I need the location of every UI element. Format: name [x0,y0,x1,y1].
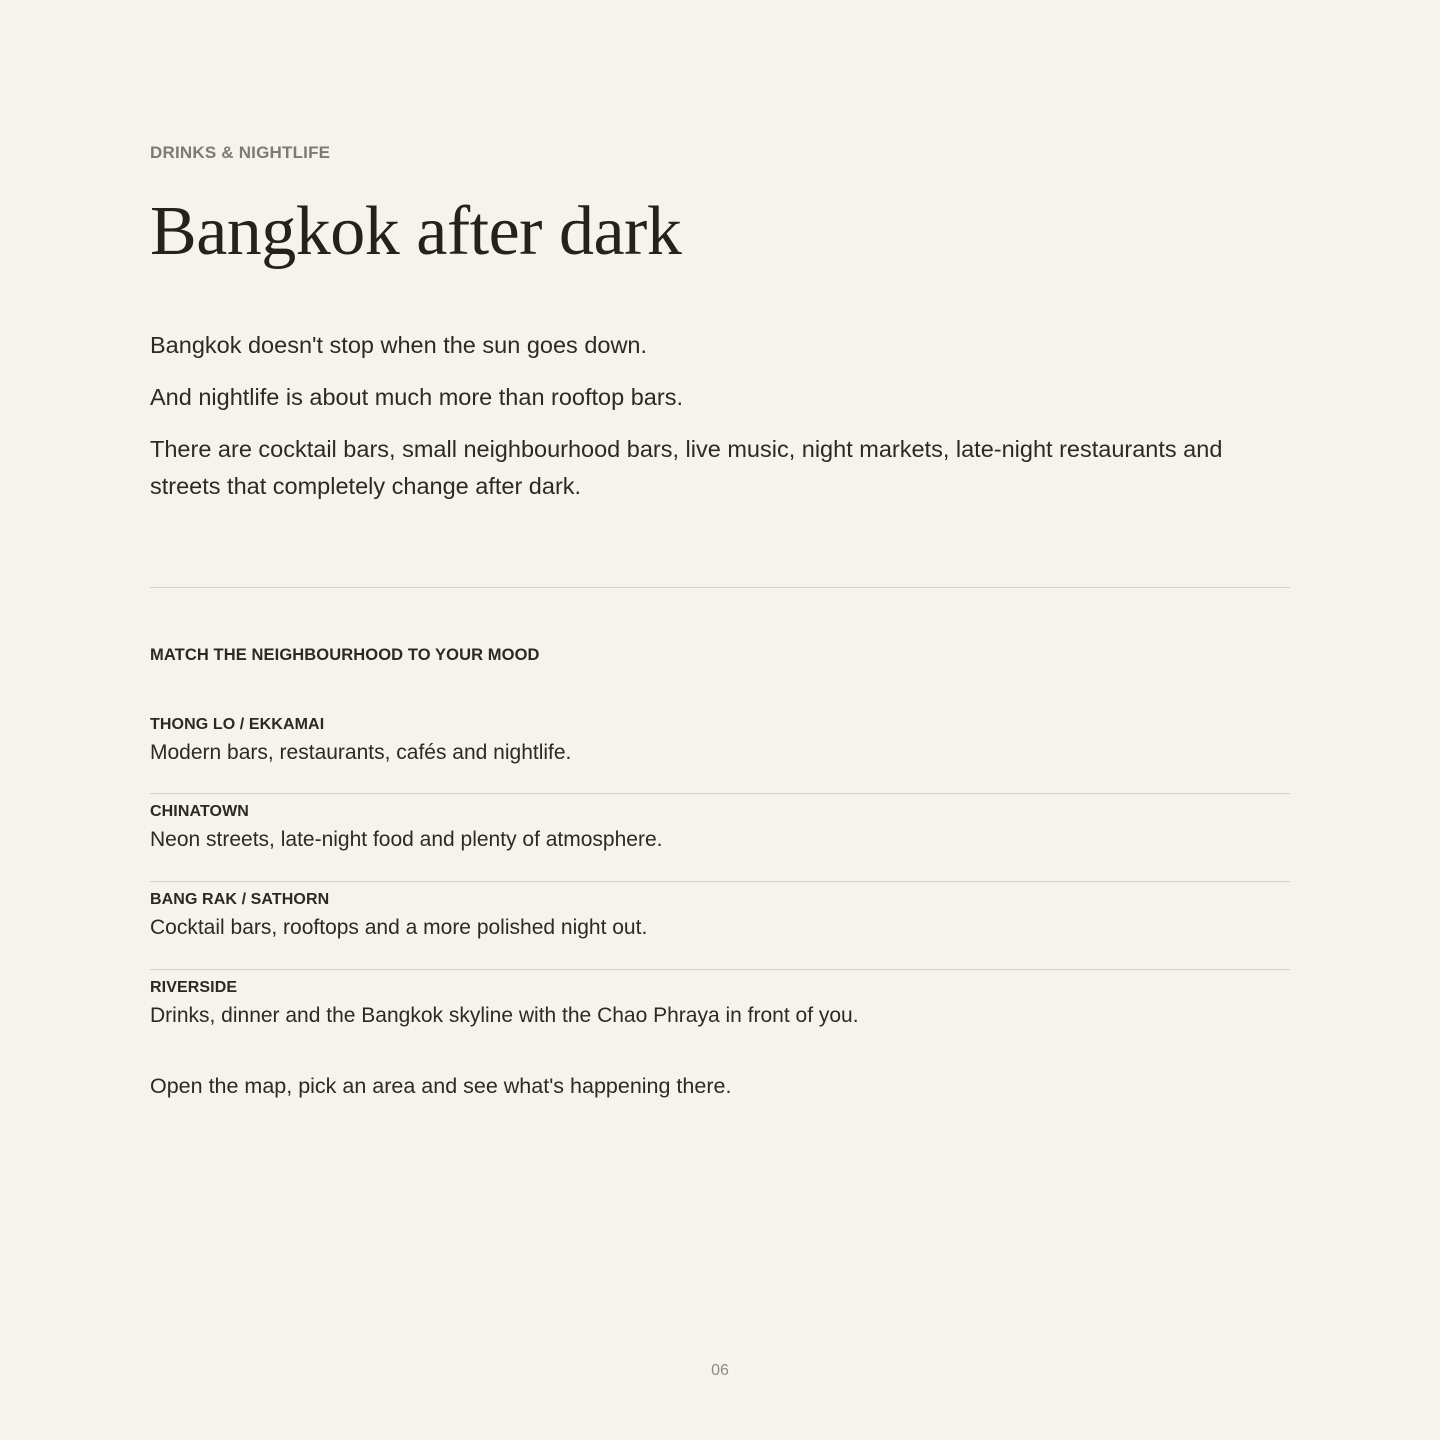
neighbourhood-description: Drinks, dinner and the Bangkok skyline with the Chao Phraya in front of you. [150,1004,859,1027]
section-divider [150,587,1290,588]
neighbourhood-name: THONG LO / EKKAMAI [150,716,325,733]
section-eyebrow: DRINKS & NIGHTLIFE [150,143,331,162]
intro-text [150,327,1290,520]
neighbourhood-section-label: MATCH THE NEIGHBOURHOOD TO YOUR MOOD [150,646,540,664]
neighbourhood-list [150,713,1290,1057]
neighbourhood-item [150,713,1290,793]
intro-paragraph: And nightlife is about much more than rooftop bars. [150,384,683,410]
neighbourhood-description: Neon streets, late-night food and plenty of atmosphere. [150,828,663,851]
neighbourhood-name: CHINATOWN [150,803,249,820]
neighbourhood-name: RIVERSIDE [150,979,238,996]
neighbourhood-name: BANG RAK / SATHORN [150,891,330,908]
page-title: Bangkok after dark [150,193,682,270]
neighbourhood-item [150,793,1290,881]
neighbourhood-item [150,881,1290,969]
neighbourhood-item [150,969,1290,1057]
page-number: 06 [711,1362,729,1379]
intro-paragraph: Bangkok doesn't stop when the sun goes down. [150,332,648,358]
neighbourhood-description: Cocktail bars, rooftops and a more polished night out. [150,916,648,939]
neighbourhood-description: Modern bars, restaurants, cafés and nightlife. [150,741,572,764]
closing-text: Open the map, pick an area and see what's happening there. [150,1074,732,1098]
intro-paragraph: There are cocktail bars, small neighbourhood bars, live music, night markets, late-night restaurants and streets that completely change after dark. [150,436,1223,499]
